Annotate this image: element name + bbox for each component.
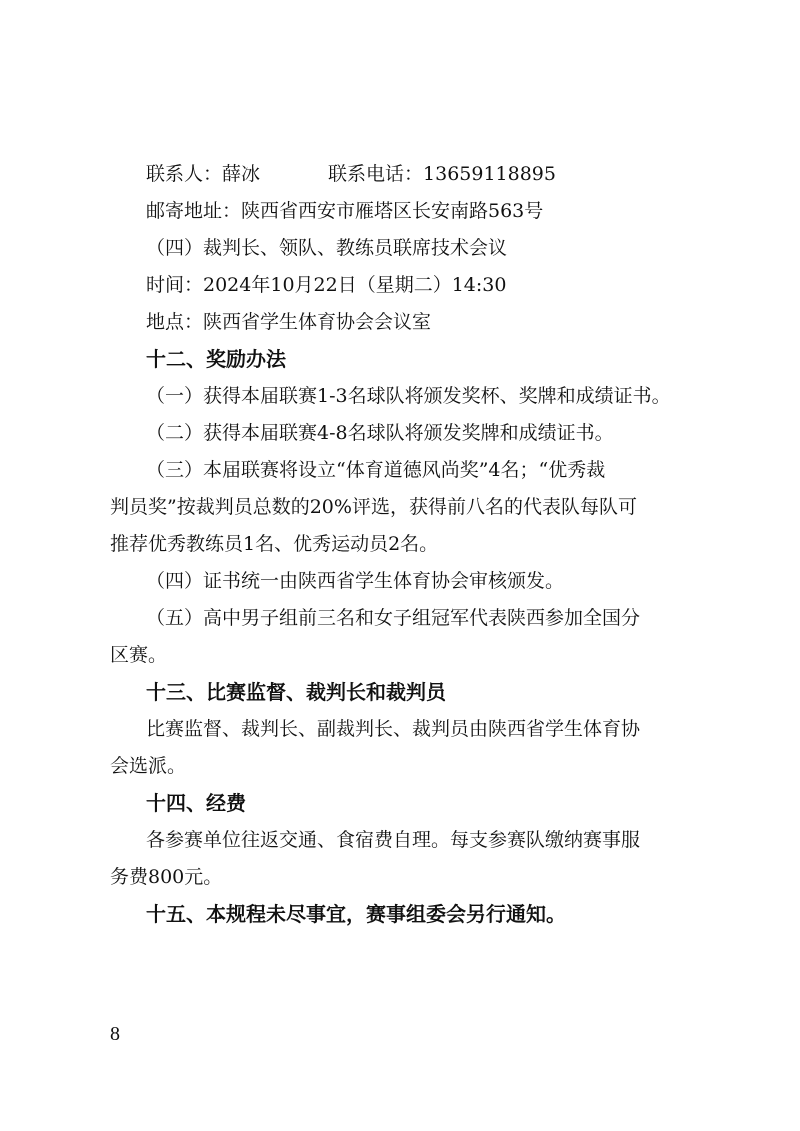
section-15-heading: 十五、本规程未尽事宜，赛事组委会另行通知。 xyxy=(146,902,566,926)
section-12-item-1: （一）获得本届联赛1-3名球队将颁发奖杯、奖牌和成绩证书。 xyxy=(146,385,671,407)
section-13-text-line-2: 会选派。 xyxy=(110,755,187,777)
section-12-item-4: （四）证书统一由陕西省学生体育协会审核颁发。 xyxy=(146,570,565,592)
section-14-heading: 十四、经费 xyxy=(146,791,246,815)
section-13-text-line-1: 比赛监督、裁判长、副裁判长、裁判员由陕西省学生体育协 xyxy=(146,718,641,740)
section-12-item-3-line-2: 判员奖”按裁判员总数的20%评选，获得前八名的代表队每队可 xyxy=(110,496,637,518)
section-12-item-5-line-1: （五）高中男子组前三名和女子组冠军代表陕西参加全国分 xyxy=(146,607,641,629)
section-14-text-line-1: 各参赛单位往返交通、食宿费自理。每支参赛队缴纳赛事服 xyxy=(146,829,641,851)
meeting-time: 时间：2024年10月22日（星期二）14:30 xyxy=(146,274,507,296)
mailing-address: 邮寄地址：陕西省西安市雁塔区长安南路563号 xyxy=(146,200,544,222)
meeting-place: 地点：陕西省学生体育协会会议室 xyxy=(146,311,432,333)
contact-phone: 联系电话：13659118895 xyxy=(328,163,556,185)
section-12-item-5-line-2: 区赛。 xyxy=(110,644,168,666)
section-12-item-3-line-3: 推荐优秀教练员1名、优秀运动员2名。 xyxy=(110,533,439,555)
section-13-heading: 十三、比赛监督、裁判长和裁判员 xyxy=(146,680,446,704)
contact-person: 联系人：薛冰 xyxy=(146,163,261,185)
section-four-title: （四）裁判长、领队、教练员联席技术会议 xyxy=(146,237,508,259)
section-14-text-line-2: 务费800元。 xyxy=(110,866,223,888)
contact-line xyxy=(146,162,800,186)
section-12-item-3-line-1: （三）本届联赛将设立“体育道德风尚奖”4名；“优秀裁 xyxy=(146,459,606,481)
section-12-heading: 十二、奖励办法 xyxy=(146,347,286,371)
page-number: 8 xyxy=(110,1023,120,1045)
section-12-item-2: （二）获得本届联赛4-8名球队将颁发奖牌和成绩证书。 xyxy=(146,422,614,444)
